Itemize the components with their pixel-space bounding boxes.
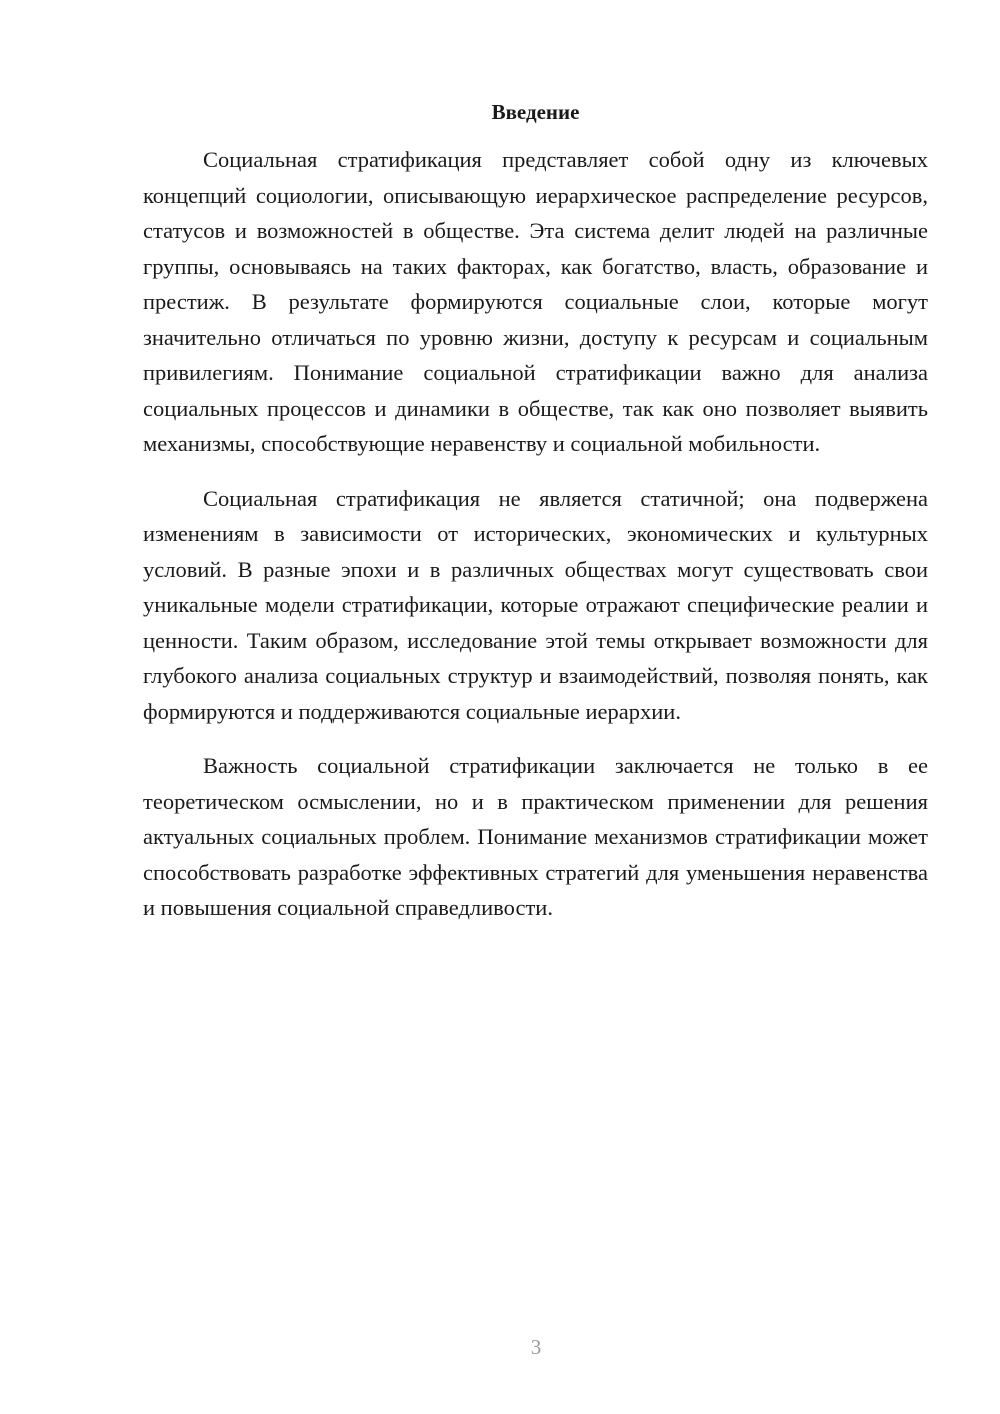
paragraph-1: Социальная стратификация представляет собой одну из ключевых концепций социологии, описывающую иерархическое распределение ресурсов, статусов и возможностей в обществе. Эта система делит людей на различные группы, основываясь на таких факторах, как богатство, власть, образование и престиж. В результате формируются социальные слои, которые могут значительно отличаться по уровню жизни, доступу к ресурсам и социальным привилегиям. Понимание социальной стратификации важно для анализа социальных процессов и динамики в обществе, так как оно позволяет выявить механизмы, способствующие неравенству и социальной мобильности. [143, 147, 928, 456]
page-number: 3 [530, 1335, 542, 1359]
paragraph-3: Важность социальной стратификации заключается не только в ее теоретическом осмыслении, но и в практическом применении для решения актуальных социальных проблем. Понимание механизмов стратификации может способствовать разработке эффективных стратегий для уменьшения неравенства и повышения социальной справедливости. [143, 753, 928, 920]
section-heading: Введение [491, 100, 580, 124]
body-text [143, 142, 928, 945]
paragraph-2: Социальная стратификация не является статичной; она подвержена изменениям в зависимости от исторических, экономических и культурных условий. В разные эпохи и в различных обществах могут существовать свои уникальные модели стратификации, которые отражают специфические реалии и ценности. Таким образом, исследование этой темы открывает возможности для глубокого анализа социальных структур и взаимодействий, позволяя понять, как формируются и поддерживаются социальные иерархии. [143, 485, 928, 724]
